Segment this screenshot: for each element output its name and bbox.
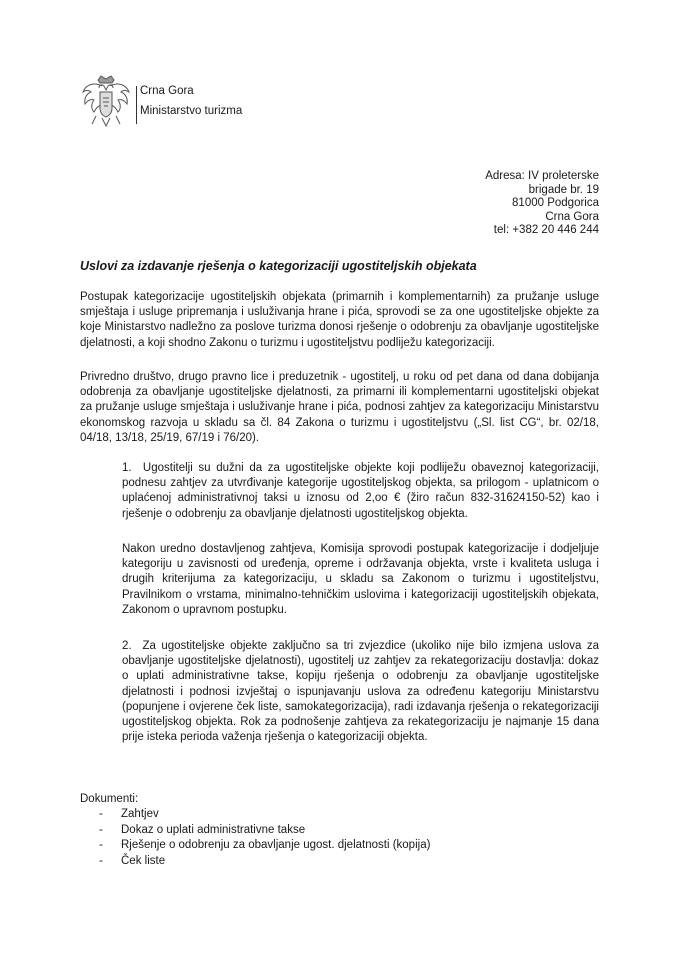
paragraph: Postupak kategorizacije ugostiteljskih objekata (primarnih i komplementarnih) za pružanje usluge smještaja i usluge pripremanja i usluživanja hrane i pića, sprovodi se za one ugostiteljske objekte za koje Ministarstvo nadležno za poslove turizma donosi rješenje o odobrenju za obavljanje ugostiteljske djelatnosti, a koji shodno Zakonu o turizmu i ugostiteljstvu podliježu kategorizaciji.: [80, 291, 599, 349]
item-number: 1.: [122, 462, 132, 474]
list-item-text: Dokaz o uplati administrativne takse: [121, 823, 306, 836]
ministry-name: Ministarstvo turizma: [140, 105, 243, 117]
item-continuation: Nakon uredno dostavljenog zahtjeva, Komisija sprovodi postupak kategorizacije i dodjeljuje kategoriju u zavisnosti od uređenja, opreme i održavanja objekta, vrste i kvaliteta usluga i drugih kriterijuma za kategorizaciju, u skladu sa Zakonom o turizmu i ugostiteljstvu, Pravilnikom o vrstama, minimalno-tehničkim uslovima i kategorizaciji ugostiteljskih objekata, Zakonom o upravnom postupku.: [122, 543, 599, 616]
list-item-text: Ček liste: [121, 854, 166, 867]
address-line: Crna Gora: [545, 210, 599, 223]
address-line: brigade br. 19: [528, 183, 599, 196]
list-bullet: -: [99, 823, 103, 836]
coat-of-arms-icon: [80, 74, 132, 130]
paragraph: Privredno društvo, drugo pravno lice i preduzetnik - ugostitelj, u roku od pet dana od dana dobijanja odobrenja za obavljanje ugostiteljske djelatnosti, za primarni ili komplementarni ugostiteljski objekat za pružanje usluge smještaja i usluživanje hrane i pića, podnosi zahtjev za kategorizaciju Ministarstvu ekonomskog razvoja u skladu sa čl. 84 Zakona o turizmu i ugostiteljstvu („Sl. list CG“, br. 02/18, 04/18, 13/18, 25/19, 67/19 i 76/20).: [80, 371, 599, 444]
header-divider: [136, 86, 137, 124]
list-item: [80, 838, 430, 854]
item-text: Za ugostiteljske objekte zaključno sa tri zvjezdice (ukoliko nije bilo izmjena uslova za obavljanje ugostiteljske djelatnosti), ugostitelj uz zahtjev za rekategorizaciju dostavlja: dokaz o uplati administrativne takse, kopiju rješenja o odobrenju za obavljanje ugostiteljske djelatnosti i podnosi izvještaj o ispunjavanju uslova za određenu kategoriju Ministarstvu (popunjene i ovjerene ček liste, samokategorizacija), radi izdavanja rješenja o rekategorizaciji ugostiteljskog objekta. Rok za podnošenje zahtjeva za rekategorizaciju je najmanje 15 dana prije isteka perioda važenja rješenja o kategorizaciji objekta.: [122, 640, 599, 744]
address-line: Adresa: IV proleterske: [485, 170, 599, 182]
item-number: 2.: [122, 640, 132, 652]
numbered-item: [122, 461, 599, 522]
numbered-item: [122, 639, 599, 745]
list-bullet: -: [99, 854, 103, 867]
item-text: Ugostitelji su dužni da za ugostiteljske objekte koji podliježu obaveznoj kategorizaciji, podnesu zahtjev za utvrđivanje kategorije ugostiteljskog objekta, sa prilogom - uplatnicom o uplaćenoj administrativnoj taksi u iznosu od 2,oo € (žiro račun 832-31624150-52) kao i rješenje o odobrenju za obavljanje djelatnosti ugostiteljskog objekta.: [122, 462, 599, 520]
institution-header: [140, 81, 242, 121]
list-item: [80, 807, 430, 823]
country-name: Crna Gora: [140, 85, 194, 97]
list-item: [80, 854, 430, 870]
list-item-text: Rješenje o odobrenju za obavljanje ugost. djelatnosti (kopija): [121, 839, 431, 851]
address-block: [485, 170, 599, 238]
list-item-text: Zahtjev: [121, 808, 159, 820]
list-bullet: -: [99, 808, 103, 820]
documents-list: [80, 807, 430, 869]
list-bullet: -: [99, 839, 103, 851]
documents-heading: Dokumenti:: [80, 793, 139, 805]
address-phone: tel: +382 20 446 244: [493, 224, 599, 236]
document-title: Uslovi za izdavanje rješenja o kategorizaciji ugostiteljskih objekata: [80, 259, 477, 273]
list-item: [80, 823, 430, 839]
address-line: 81000 Podgorica: [512, 197, 599, 209]
